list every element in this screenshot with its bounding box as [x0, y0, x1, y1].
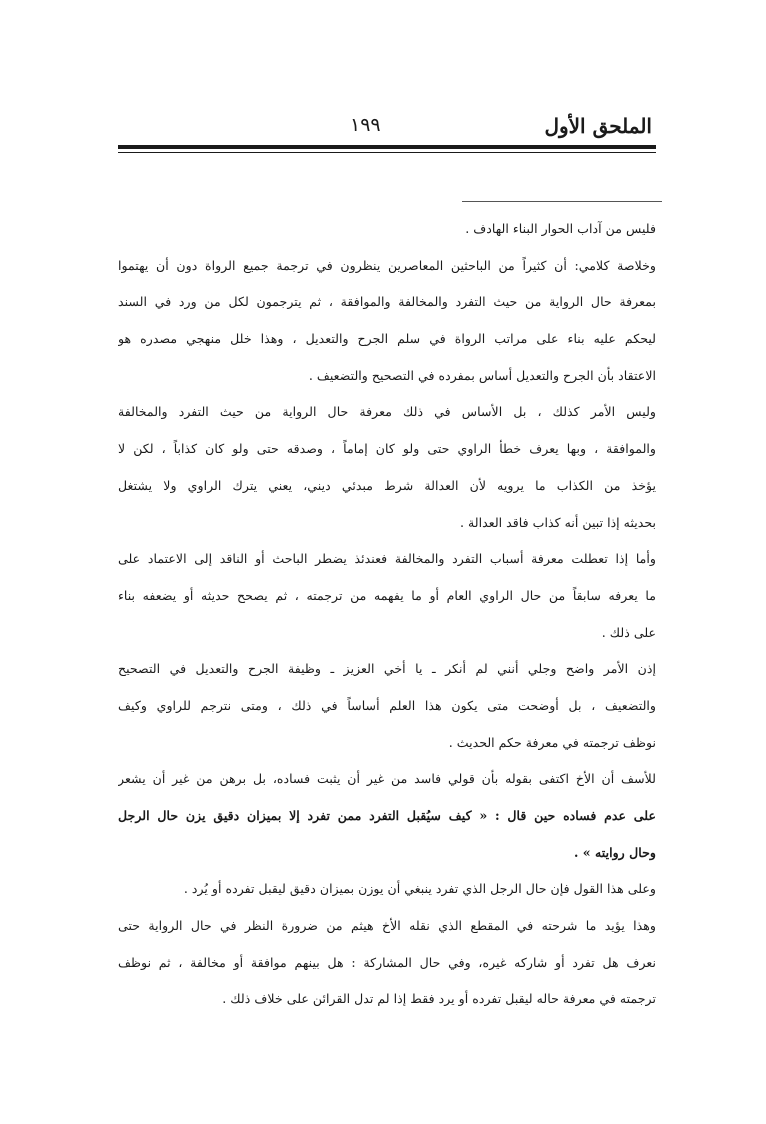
text-line: وليس الأمر كذلك ، بل الأساس في ذلك معرفة حال الرواية من حيث التفرد والمخالفة: [118, 404, 656, 420]
running-title: الملحق الأول: [544, 114, 652, 138]
separator-rule: [462, 201, 662, 202]
header-rule-thin: [118, 152, 656, 153]
text-line: بمعرفة حال الرواية من حيث التفرد والمخالفة والموافقة ، ثم يترجمون لكل من ورد في السند: [118, 294, 656, 310]
text-line: على ذلك .: [601, 624, 656, 640]
text-line: على عدم فساده حين قال : « كيف سيُقبل التفرد ممن تفرد إلا بميزان دقيق يزن حال الرجل: [118, 808, 656, 823]
text-line: ليحكم عليه بناء على مراتب الرواة في سلم الجرح والتعديل ، وهذا خلل منهجي مصدره هو: [118, 331, 656, 347]
text-line: إذن الأمر واضح وجلي أنني لم أنكر ـ يا أخي العزيز ـ وظيفة الجرح والتعديل في التصحيح: [118, 661, 656, 677]
text-line: فليس من آداب الحوار البناء الهادف .: [465, 221, 656, 236]
text-line: والتضعيف ، بل أوضحت متى يكون هذا العلم أساساً في ذلك ، ومتى نترجم للراوي وكيف: [118, 697, 656, 713]
text-line: وعلى هذا القول فإن حال الرجل الذي تفرد ينبغي أن يوزن بميزان دقيق ليقبل تفرده أو يُرد .: [183, 881, 656, 897]
text-line: الاعتقاد بأن الجرح والتعديل أساس بمفرده في التصحيح والتضعيف .: [308, 367, 656, 383]
text-line: للأسف أن الأخ اكتفى بقوله بأن قولي فاسد من غير أن يثبت فساده، بل برهن من غير أن يشعر: [118, 771, 656, 787]
body-text: [118, 214, 656, 1021]
text-line: وهذا يؤيد ما شرحته في المقطع الذي نقله الأخ هيثم من ضرورة النظر في حال الرواية حتى: [118, 918, 656, 934]
text-line: يؤخذ من الكذاب ما يرويه لأن العدالة شرط مبدئي ديني، يعني يترك الراوي ولا يشتغل: [118, 477, 656, 493]
text-line: ما يعرفه سابقاً من حال الراوي العام أو ما يفهمه من ترجمته ، ثم يصحح حديثه أو يضعفه بناء: [118, 587, 656, 603]
text-line: وأما إذا تعطلت معرفة أسباب التفرد والمخالفة فعندئذ يضطر الباحث أو الناقد إلى الاعتماد على: [118, 551, 656, 567]
page-header: [118, 108, 656, 148]
header-rule-thick: [118, 145, 656, 149]
page-number: ١٩٩: [350, 114, 381, 136]
text-line: والموافقة ، وبها يعرف خطأ الراوي حتى ولو كان إماماً ، وصدقه حتى ولو كان كذاباً ، لكن لا: [118, 441, 656, 457]
text-line: ترجمته في معرفة حاله ليقبل تفرده أو يرد فقط إذا لم تدل القرائن على خلاف ذلك .: [222, 991, 656, 1007]
text-line: نعرف هل تفرد أو شاركه غيره، وفي حال المشاركة : هل بينهم موافقة أو مخالفة ، ثم نوظف: [118, 954, 656, 970]
text-line: وخلاصة كلامي: أن كثيراً من الباحثين المعاصرين ينظرون في ترجمة جميع الرواة دون أن يهتموا: [118, 257, 656, 273]
text-line: وحال روايته » .: [574, 844, 656, 860]
text-line: نوظف ترجمته في معرفة حكم الحديث .: [448, 734, 656, 750]
text-line: بحديثه إذا تبين أنه كذاب فاقد العدالة .: [460, 514, 656, 530]
